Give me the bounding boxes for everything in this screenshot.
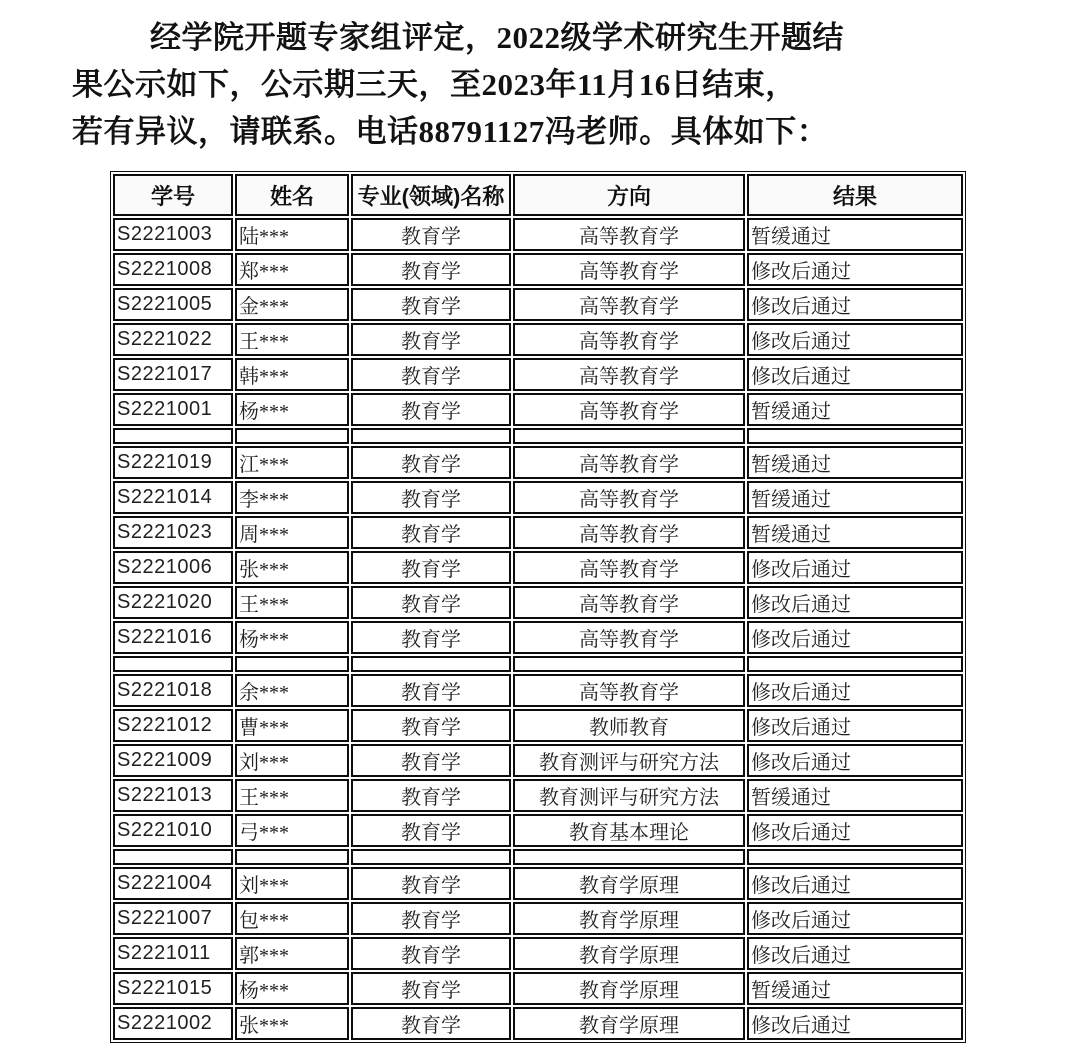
cell-name: 包*** xyxy=(235,902,349,935)
cell-direction: 教育学原理 xyxy=(513,902,745,935)
cell-direction: 教育基本理论 xyxy=(513,814,745,847)
table-row xyxy=(113,253,963,286)
separator-cell xyxy=(351,656,511,672)
cell-name: 郑*** xyxy=(235,253,349,286)
table-row xyxy=(113,709,963,742)
cell-student-id: S2221009 xyxy=(113,744,233,777)
cell-student-id: S2221003 xyxy=(113,218,233,251)
cell-direction: 高等教育学 xyxy=(513,621,745,654)
separator-cell xyxy=(513,428,745,444)
table-row xyxy=(113,358,963,391)
results-table xyxy=(110,171,966,1043)
separator-cell xyxy=(113,428,233,444)
cell-major: 教育学 xyxy=(351,218,511,251)
separator-cell xyxy=(351,849,511,865)
cell-student-id: S2221002 xyxy=(113,1007,233,1040)
cell-direction: 高等教育学 xyxy=(513,393,745,426)
separator-cell xyxy=(113,849,233,865)
table-row xyxy=(113,393,963,426)
cell-major: 教育学 xyxy=(351,902,511,935)
cell-name: 王*** xyxy=(235,586,349,619)
cell-major: 教育学 xyxy=(351,516,511,549)
table-row xyxy=(113,516,963,549)
notice-line-1: 经学院开题专家组评定，2022级学术研究生开题结 xyxy=(150,20,844,55)
cell-result: 修改后通过 xyxy=(747,288,963,321)
table-row xyxy=(113,288,963,321)
cell-name: 张*** xyxy=(235,551,349,584)
cell-student-id: S2221023 xyxy=(113,516,233,549)
cell-result: 修改后通过 xyxy=(747,709,963,742)
cell-student-id: S2221006 xyxy=(113,551,233,584)
cell-name: 曹*** xyxy=(235,709,349,742)
cell-result: 修改后通过 xyxy=(747,323,963,356)
cell-student-id: S2221019 xyxy=(113,446,233,479)
header-direction: 方向 xyxy=(513,174,745,216)
notice-paragraph xyxy=(0,0,1092,155)
cell-major: 教育学 xyxy=(351,814,511,847)
cell-student-id: S2221004 xyxy=(113,867,233,900)
cell-name: 周*** xyxy=(235,516,349,549)
cell-direction: 高等教育学 xyxy=(513,446,745,479)
cell-result: 修改后通过 xyxy=(747,358,963,391)
cell-direction: 高等教育学 xyxy=(513,288,745,321)
cell-name: 韩*** xyxy=(235,358,349,391)
cell-name: 杨*** xyxy=(235,393,349,426)
cell-student-id: S2221017 xyxy=(113,358,233,391)
cell-name: 王*** xyxy=(235,323,349,356)
table-row xyxy=(113,586,963,619)
separator-cell xyxy=(235,656,349,672)
cell-student-id: S2221008 xyxy=(113,253,233,286)
cell-result: 暂缓通过 xyxy=(747,972,963,1005)
table-row xyxy=(113,867,963,900)
cell-result: 修改后通过 xyxy=(747,621,963,654)
cell-result: 修改后通过 xyxy=(747,1007,963,1040)
table-row xyxy=(113,744,963,777)
cell-student-id: S2221005 xyxy=(113,288,233,321)
cell-result: 修改后通过 xyxy=(747,744,963,777)
cell-result: 修改后通过 xyxy=(747,814,963,847)
cell-direction: 教育学原理 xyxy=(513,867,745,900)
cell-direction: 高等教育学 xyxy=(513,551,745,584)
cell-direction: 教育测评与研究方法 xyxy=(513,744,745,777)
cell-major: 教育学 xyxy=(351,779,511,812)
cell-name: 江*** xyxy=(235,446,349,479)
table-row xyxy=(113,902,963,935)
cell-student-id: S2221022 xyxy=(113,323,233,356)
cell-direction: 教师教育 xyxy=(513,709,745,742)
cell-name: 金*** xyxy=(235,288,349,321)
cell-name: 杨*** xyxy=(235,972,349,1005)
cell-student-id: S2221011 xyxy=(113,937,233,970)
table-row xyxy=(113,937,963,970)
table-row xyxy=(113,621,963,654)
cell-name: 弓*** xyxy=(235,814,349,847)
cell-student-id: S2221016 xyxy=(113,621,233,654)
cell-student-id: S2221001 xyxy=(113,393,233,426)
header-name: 姓名 xyxy=(235,174,349,216)
table-row xyxy=(113,814,963,847)
cell-student-id: S2221007 xyxy=(113,902,233,935)
cell-direction: 教育学原理 xyxy=(513,937,745,970)
cell-major: 教育学 xyxy=(351,674,511,707)
table-row xyxy=(113,551,963,584)
cell-direction: 高等教育学 xyxy=(513,516,745,549)
cell-result: 暂缓通过 xyxy=(747,779,963,812)
cell-student-id: S2221020 xyxy=(113,586,233,619)
cell-name: 李*** xyxy=(235,481,349,514)
cell-student-id: S2221015 xyxy=(113,972,233,1005)
cell-student-id: S2221010 xyxy=(113,814,233,847)
separator-cell xyxy=(747,428,963,444)
cell-result: 暂缓通过 xyxy=(747,446,963,479)
separator-cell xyxy=(513,656,745,672)
table-row xyxy=(113,1007,963,1040)
table-row xyxy=(113,323,963,356)
cell-major: 教育学 xyxy=(351,393,511,426)
cell-student-id: S2221012 xyxy=(113,709,233,742)
table-row xyxy=(113,218,963,251)
table-row xyxy=(113,779,963,812)
separator-cell xyxy=(747,849,963,865)
group-separator-row xyxy=(113,849,963,865)
cell-name: 王*** xyxy=(235,779,349,812)
separator-cell xyxy=(747,656,963,672)
cell-major: 教育学 xyxy=(351,446,511,479)
separator-cell xyxy=(235,849,349,865)
cell-student-id: S2221013 xyxy=(113,779,233,812)
group-separator-row xyxy=(113,428,963,444)
cell-result: 修改后通过 xyxy=(747,586,963,619)
cell-direction: 教育学原理 xyxy=(513,972,745,1005)
cell-name: 郭*** xyxy=(235,937,349,970)
cell-result: 修改后通过 xyxy=(747,867,963,900)
cell-direction: 高等教育学 xyxy=(513,358,745,391)
header-result: 结果 xyxy=(747,174,963,216)
separator-cell xyxy=(513,849,745,865)
header-major: 专业(领域)名称 xyxy=(351,174,511,216)
cell-result: 修改后通过 xyxy=(747,674,963,707)
table-body xyxy=(113,218,963,1040)
header-student-id: 学号 xyxy=(113,174,233,216)
cell-major: 教育学 xyxy=(351,323,511,356)
cell-name: 余*** xyxy=(235,674,349,707)
cell-major: 教育学 xyxy=(351,621,511,654)
table-row xyxy=(113,446,963,479)
cell-direction: 教育测评与研究方法 xyxy=(513,779,745,812)
cell-major: 教育学 xyxy=(351,1007,511,1040)
cell-result: 暂缓通过 xyxy=(747,393,963,426)
cell-major: 教育学 xyxy=(351,709,511,742)
separator-cell xyxy=(351,428,511,444)
cell-major: 教育学 xyxy=(351,551,511,584)
cell-student-id: S2221014 xyxy=(113,481,233,514)
cell-result: 修改后通过 xyxy=(747,253,963,286)
cell-major: 教育学 xyxy=(351,253,511,286)
cell-name: 刘*** xyxy=(235,867,349,900)
cell-result: 暂缓通过 xyxy=(747,516,963,549)
cell-direction: 高等教育学 xyxy=(513,481,745,514)
cell-result: 暂缓通过 xyxy=(747,218,963,251)
table-header-row xyxy=(113,174,963,216)
cell-result: 暂缓通过 xyxy=(747,481,963,514)
cell-name: 张*** xyxy=(235,1007,349,1040)
cell-major: 教育学 xyxy=(351,744,511,777)
cell-student-id: S2221018 xyxy=(113,674,233,707)
cell-name: 杨*** xyxy=(235,621,349,654)
table-row xyxy=(113,674,963,707)
cell-result: 修改后通过 xyxy=(747,551,963,584)
cell-major: 教育学 xyxy=(351,586,511,619)
cell-direction: 高等教育学 xyxy=(513,323,745,356)
table-row xyxy=(113,972,963,1005)
separator-cell xyxy=(235,428,349,444)
group-separator-row xyxy=(113,656,963,672)
cell-result: 修改后通过 xyxy=(747,902,963,935)
cell-direction: 教育学原理 xyxy=(513,1007,745,1040)
cell-major: 教育学 xyxy=(351,481,511,514)
notice-line-2: 果公示如下，公示期三天，至2023年11月16日结束， xyxy=(72,67,797,102)
cell-major: 教育学 xyxy=(351,288,511,321)
separator-cell xyxy=(113,656,233,672)
cell-result: 修改后通过 xyxy=(747,937,963,970)
cell-direction: 高等教育学 xyxy=(513,253,745,286)
notice-line-3: 若有异议，请联系。电话88791127冯老师。具体如下： xyxy=(72,114,829,149)
cell-name: 陆*** xyxy=(235,218,349,251)
cell-direction: 高等教育学 xyxy=(513,218,745,251)
table-row xyxy=(113,481,963,514)
cell-major: 教育学 xyxy=(351,358,511,391)
cell-direction: 高等教育学 xyxy=(513,674,745,707)
cell-direction: 高等教育学 xyxy=(513,586,745,619)
cell-major: 教育学 xyxy=(351,972,511,1005)
cell-major: 教育学 xyxy=(351,937,511,970)
cell-major: 教育学 xyxy=(351,867,511,900)
cell-name: 刘*** xyxy=(235,744,349,777)
